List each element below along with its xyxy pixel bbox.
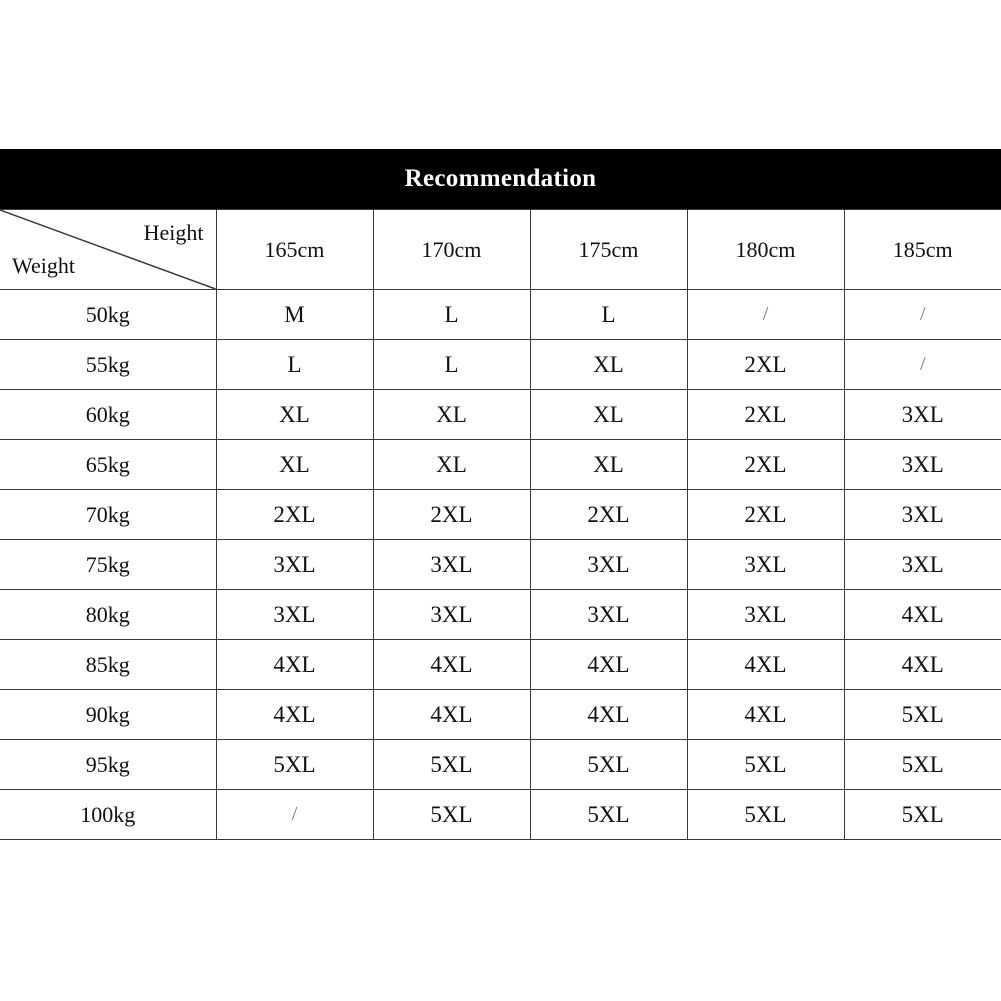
size-cell: 3XL [530,590,687,640]
weight-cell: 80kg [0,590,216,640]
size-cell: 3XL [216,540,373,590]
recommendation-title: Recommendation [0,149,1001,209]
height-header: 165cm [216,210,373,290]
size-cell: 2XL [687,390,844,440]
table-row [0,690,1001,740]
size-cell: 3XL [844,540,1001,590]
table-row [0,440,1001,490]
size-cell: 4XL [844,590,1001,640]
size-cell: XL [216,390,373,440]
height-header: 175cm [530,210,687,290]
size-cell: 5XL [844,790,1001,840]
size-chart [0,209,1001,840]
size-cell: L [373,340,530,390]
table-row [0,540,1001,590]
size-cell: L [530,290,687,340]
weight-cell: 50kg [0,290,216,340]
weight-cell: 95kg [0,740,216,790]
size-cell: 2XL [216,490,373,540]
size-cell: 4XL [216,640,373,690]
header-row [0,210,1001,290]
table-row [0,490,1001,540]
size-cell: 3XL [844,440,1001,490]
weight-axis-label: Weight [12,253,75,278]
size-cell: XL [530,390,687,440]
weight-cell: 90kg [0,690,216,740]
size-cell: 5XL [844,690,1001,740]
size-cell: XL [373,390,530,440]
size-cell: XL [216,440,373,490]
size-cell: 4XL [844,640,1001,690]
table-row [0,790,1001,840]
size-cell: / [844,290,1001,340]
weight-cell: 85kg [0,640,216,690]
size-cell: 3XL [216,590,373,640]
size-cell: 2XL [373,490,530,540]
size-cell: 3XL [687,590,844,640]
size-cell: 3XL [373,540,530,590]
size-cell: L [216,340,373,390]
size-cell: 4XL [530,690,687,740]
weight-cell: 65kg [0,440,216,490]
size-cell: 5XL [530,790,687,840]
weight-cell: 70kg [0,490,216,540]
size-cell: / [687,290,844,340]
size-cell: 3XL [844,490,1001,540]
size-cell: 4XL [373,640,530,690]
height-header: 170cm [373,210,530,290]
size-cell: 4XL [687,690,844,740]
size-cell: 4XL [373,690,530,740]
size-rows [0,290,1001,840]
corner-cell [0,210,216,290]
size-cell: 2XL [687,440,844,490]
size-cell: 3XL [373,590,530,640]
size-cell: 5XL [373,790,530,840]
size-cell: 5XL [373,740,530,790]
weight-cell: 75kg [0,540,216,590]
weight-cell: 55kg [0,340,216,390]
size-cell: 5XL [216,740,373,790]
size-cell: 2XL [530,490,687,540]
height-header: 180cm [687,210,844,290]
size-cell: 5XL [687,790,844,840]
weight-cell: 60kg [0,390,216,440]
table-row [0,340,1001,390]
size-cell: 5XL [687,740,844,790]
size-cell: / [844,340,1001,390]
height-header: 185cm [844,210,1001,290]
size-table [0,209,1001,840]
weight-cell: 100kg [0,790,216,840]
table-row [0,740,1001,790]
table-row [0,590,1001,640]
table-row [0,640,1001,690]
table-row [0,390,1001,440]
size-cell: 3XL [844,390,1001,440]
size-cell: M [216,290,373,340]
size-cell: 5XL [844,740,1001,790]
size-cell: 3XL [530,540,687,590]
size-cell: / [216,790,373,840]
height-axis-label: Height [143,220,204,245]
size-cell: 4XL [216,690,373,740]
size-cell: 2XL [687,340,844,390]
size-cell: 5XL [530,740,687,790]
size-cell: 4XL [530,640,687,690]
size-cell: XL [530,440,687,490]
size-cell: 4XL [687,640,844,690]
size-cell: 3XL [687,540,844,590]
size-cell: L [373,290,530,340]
table-row [0,290,1001,340]
size-cell: XL [373,440,530,490]
size-cell: 2XL [687,490,844,540]
size-cell: XL [530,340,687,390]
